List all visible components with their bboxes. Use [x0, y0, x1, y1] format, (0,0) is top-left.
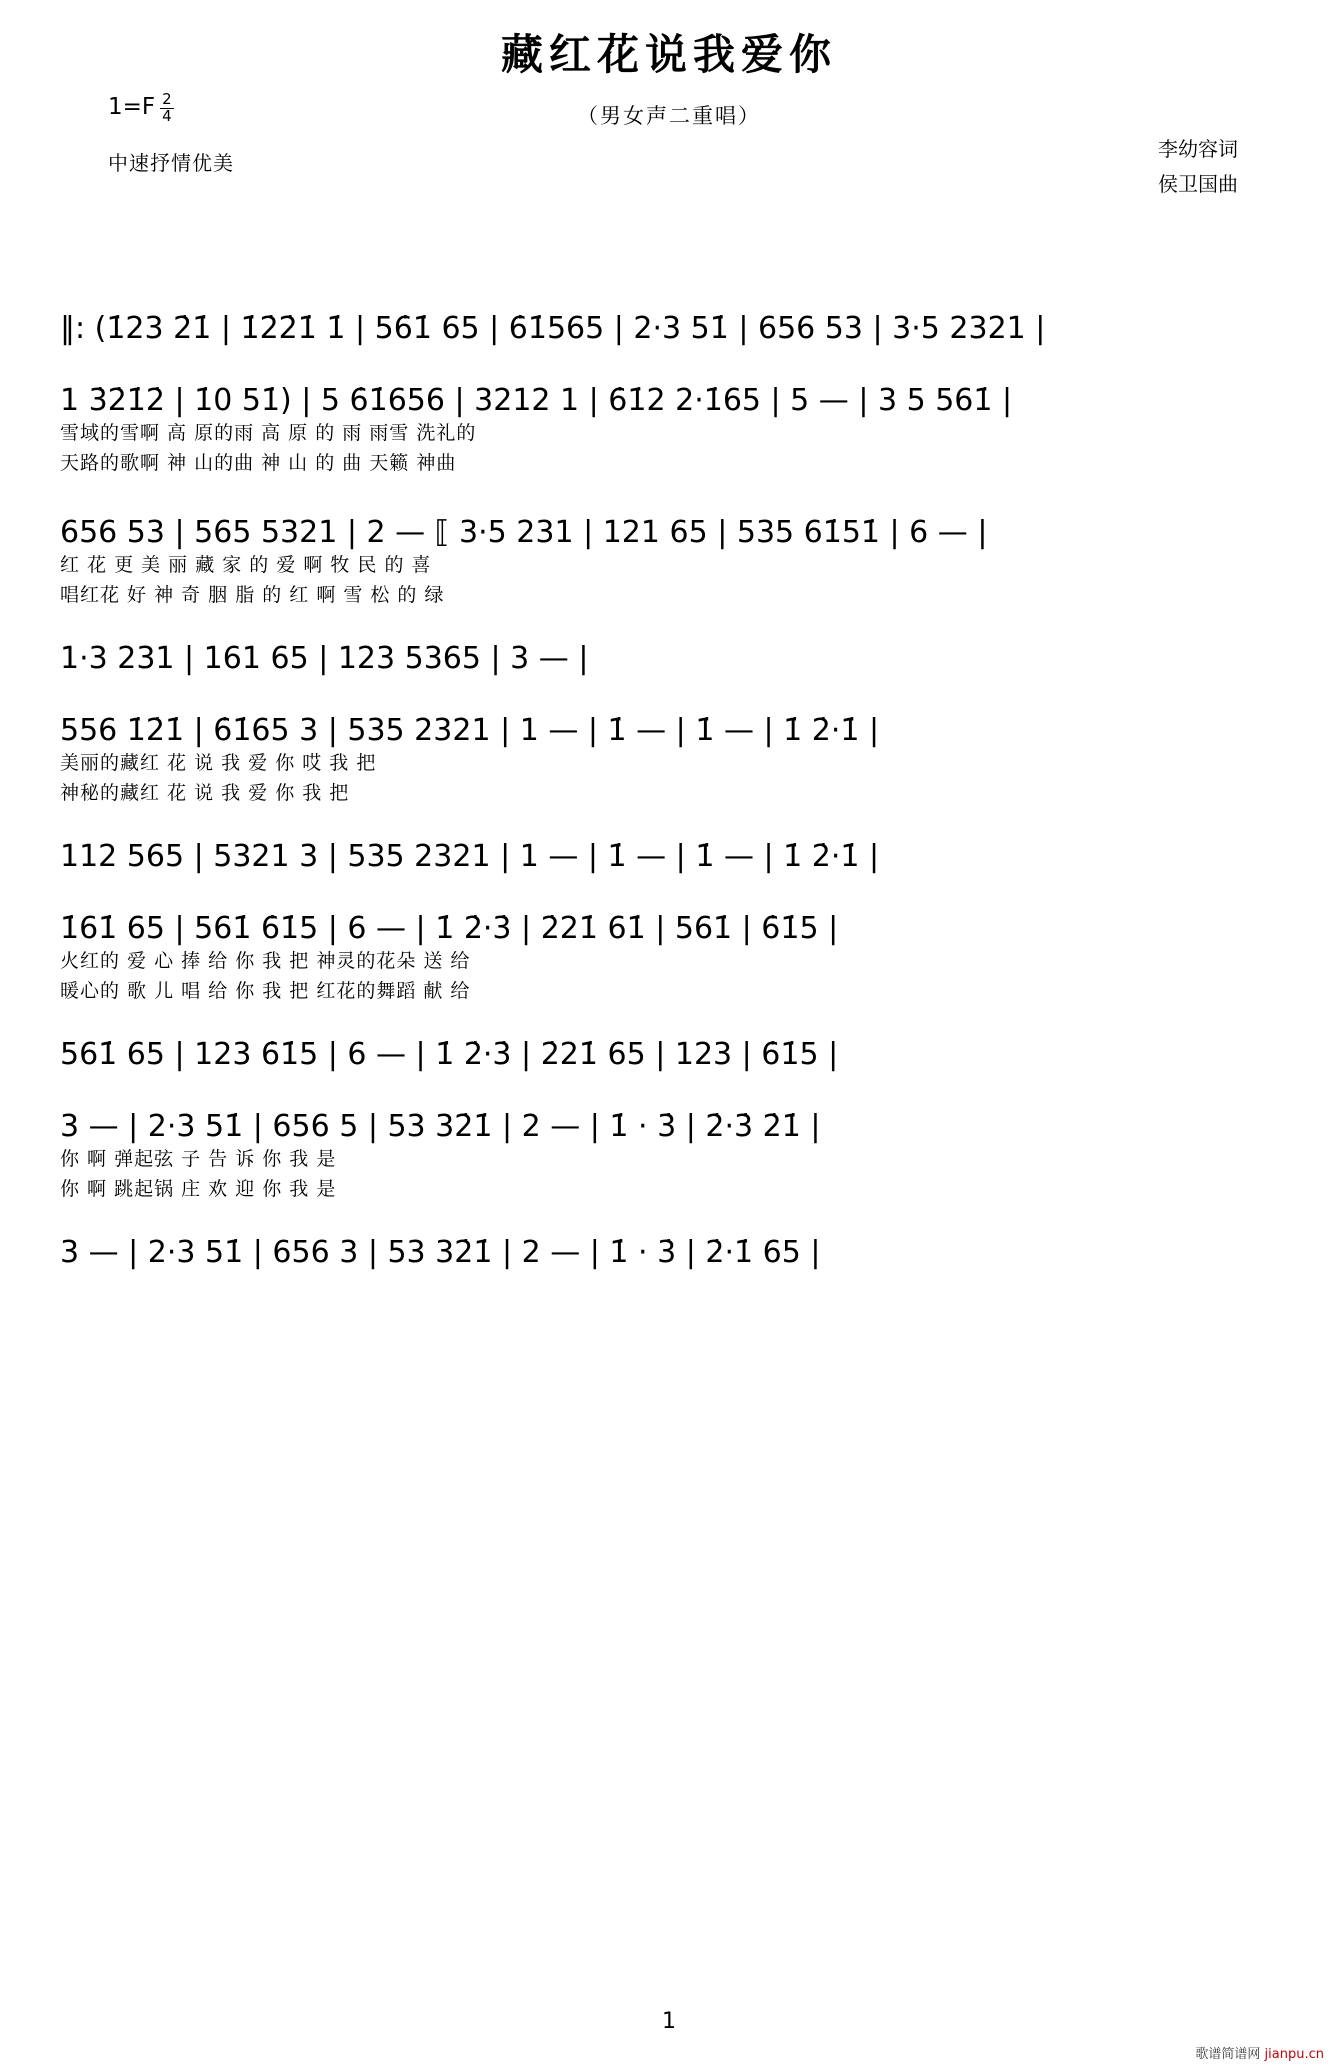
page-number: 1 [662, 2009, 676, 2034]
lyric-line-voice2: 你 啊 跳起锅 庄 欢 迎 你 我 是 [60, 1178, 337, 1200]
subtitle: （男女声二重唱） [577, 104, 761, 128]
key-and-tempo-block [108, 90, 234, 176]
time-signature-numerator: 2 [162, 90, 172, 108]
key-signature [108, 90, 234, 127]
site-name: 歌谱简谱网 [1195, 2047, 1261, 2062]
tempo-marking: 中速抒情优美 [108, 150, 234, 175]
credits-block [1158, 132, 1238, 202]
notation-line-lower: 1·3 231 | 161 65 | 123 5365 | 3 — | [60, 641, 589, 676]
lyric-line-voice1: 红 花 更 美 丽 藏 家 的 爱 啊 牧 民 的 喜 [60, 554, 432, 576]
lyric-line-voice1: 火红的 爱 心 捧 给 你 我 把 神灵的花朵 送 给 [60, 950, 471, 972]
sheet-music-page [0, 22, 1338, 2070]
system-6 [0, 1078, 1338, 1270]
system-3 [0, 484, 1338, 676]
lyric-line-voice1: 美丽的藏红 花 说 我 爱 你 哎 我 把 [60, 752, 377, 774]
notation-line: 656 53 | 565 5321 | 2 — ⟦ 3·5 231 | 121 65 | 535 61̇51̇ | 6 — | [60, 515, 988, 550]
system-4 [0, 682, 1338, 874]
system-5 [0, 880, 1338, 1072]
notation-line-lower: 3 — | 2·3 51̇ | 656 3 | 53 32̇1̇ | 2 — | 1̇ · 3̇ | 2̇·1̇ 65 | [60, 1235, 821, 1270]
site-url: jianpu.cn [1264, 2047, 1324, 2062]
system-2 [0, 352, 1338, 478]
notation-line: ‖: (1̇23 2̇1̇ | 1̇2̇2̇1̇ 1̇ | 56̇1̇ 65 | 6̇1̇565 | 2·3 51̇ | 656 53 | 3·5 2321 | [60, 311, 1046, 346]
notation-line: 1 3̇2̇1̇2̇ | 1̇0 51̇) | 5 6̇1̇656 | 3212 1 | 6̇1̇2 2·1̇65 | 5 — | 3 5 561̇ | [60, 383, 1013, 418]
lyric-line-voice2: 暖心的 歌 儿 唱 给 你 我 把 红花的舞蹈 献 给 [60, 980, 471, 1002]
system-1 [0, 280, 1338, 346]
key-label: 1=F [108, 94, 156, 120]
notation-line: 3 — | 2·3 51̇ | 656 5 | 53 32̇1̇ | 2 — | 1̇ · 3̇ | 2̇·3̇ 2̇1̇ | [60, 1109, 821, 1144]
composer-credit: 侯卫国曲 [1158, 172, 1238, 196]
notation-line-lower: 112 565 | 5321 3 | 535 2321 | 1 — | 1̇ — | 1̇ — | 1̇ 2̇·1̇ | [60, 839, 880, 874]
notation-line: 1̇61̇ 65 | 561̇ 6̇1̇5 | 6 — | 1̇ 2̇·3̇ | 2̇21̇ 61̇ | 561̇ | 6̇1̇5 | [60, 911, 839, 946]
lyric-line-voice2: 唱红花 好 神 奇 胭 脂 的 红 啊 雪 松 的 绿 [60, 584, 445, 606]
notation-line-lower: 561̇ 65 | 123 6̇1̇5 | 6 — | 1̇ 2̇·3̇ | 2̇21̇ 65 | 123 | 6̇1̇5 | [60, 1037, 839, 1072]
page-title: 藏红花说我爱你 [500, 30, 837, 79]
site-credit [1195, 2043, 1324, 2062]
time-signature-denominator: 4 [162, 106, 172, 125]
lyric-line-voice2: 神秘的藏红 花 说 我 爱 你 我 把 [60, 782, 350, 804]
lyric-line-voice1: 你 啊 弹起弦 子 告 诉 你 我 是 [60, 1148, 337, 1170]
lyricist-credit: 李幼容词 [1158, 137, 1238, 161]
lyric-line-voice1: 雪域的雪啊 高 原的雨 高 原 的 雨 雨雪 洗礼的 [60, 422, 477, 444]
notation-line: 556 1̇2̇1̇ | 6̇1̇65 3 | 535 2321 | 1 — | 1̇ — | 1̇ — | 1̇ 2̇·1̇ | [60, 713, 880, 748]
time-signature [160, 92, 174, 125]
lyric-line-voice2: 天路的歌啊 神 山的曲 神 山 的 曲 天籁 神曲 [60, 452, 457, 474]
music-systems [0, 280, 1338, 1276]
